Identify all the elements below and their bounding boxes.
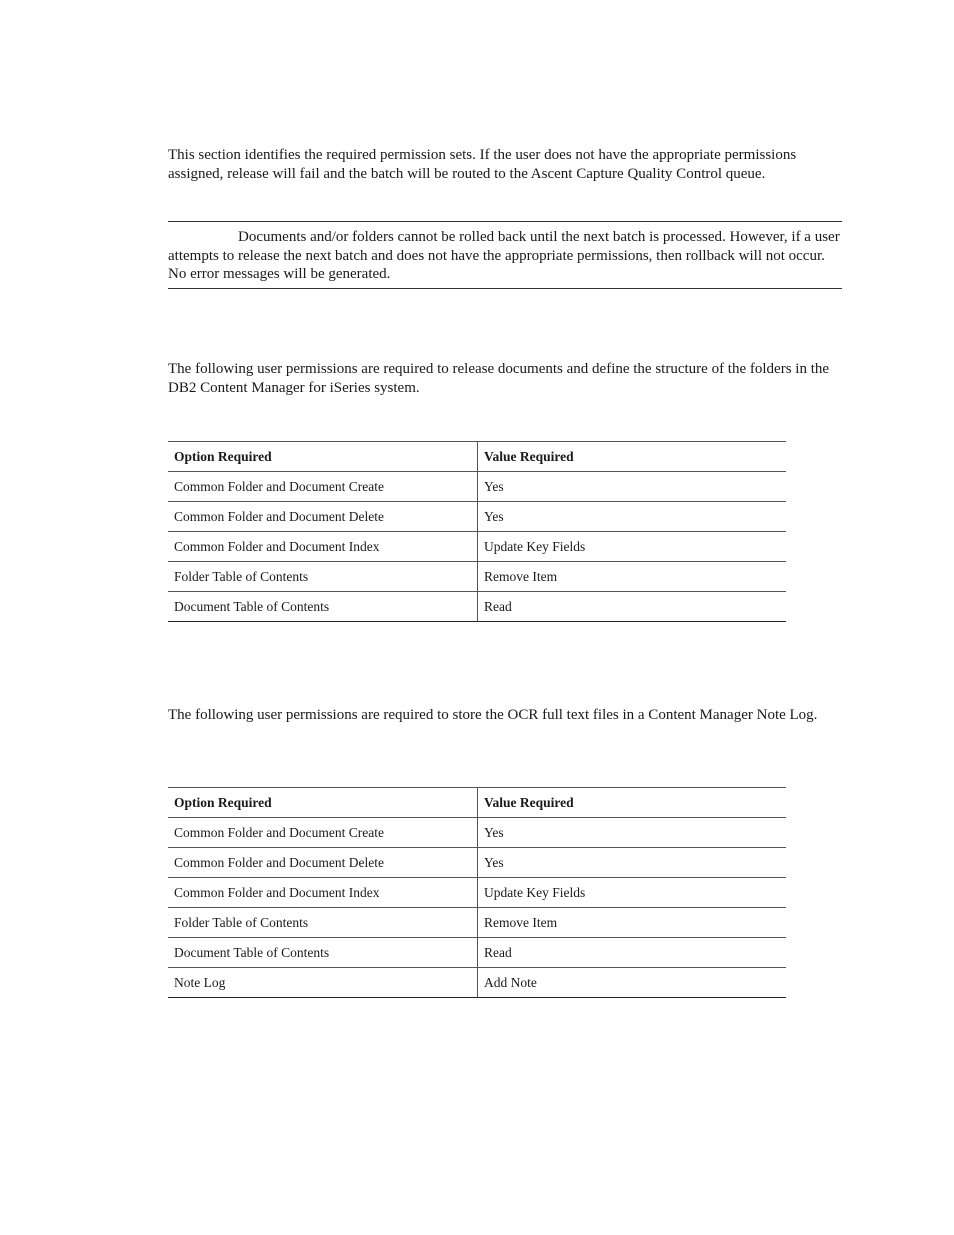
value-cell: Remove Item [478,562,787,592]
value-cell: Read [478,938,787,968]
table-row [168,472,786,502]
table-header-row [168,788,786,818]
table-row [168,908,786,938]
table-row [168,968,786,998]
value-cell: Update Key Fields [478,532,787,562]
table-header-row [168,442,786,472]
option-cell: Common Folder and Document Delete [168,848,478,878]
value-cell: Yes [478,818,787,848]
table-row [168,562,786,592]
column-header-option: Option Required [168,788,478,818]
option-cell: Common Folder and Document Index [168,878,478,908]
option-cell: Note Log [168,968,478,998]
option-cell: Common Folder and Document Index [168,532,478,562]
table-row [168,938,786,968]
option-cell: Common Folder and Document Create [168,472,478,502]
table-row [168,848,786,878]
release-permissions-table [168,441,786,622]
release-permissions-paragraph: The following user permissions are required to release documents and define the structure of the folders in the DB2 Content Manager for iSeries system. [168,361,830,396]
value-cell: Update Key Fields [478,878,787,908]
value-cell: Yes [478,502,787,532]
note-box [168,221,842,289]
intro-paragraph: This section identifies the required permission sets. If the user does not have the appropriate permissions assigned, release will fail and the batch will be routed to the Ascent Capture Quality Control queue. [168,147,797,182]
option-cell: Common Folder and Document Delete [168,502,478,532]
table-row [168,592,786,622]
note-log-permissions-paragraph: The following user permissions are required to store the OCR full text files in a Content Manager Note Log. [168,707,818,723]
table-row [168,532,786,562]
option-cell: Document Table of Contents [168,592,478,622]
note-text: Documents and/or folders cannot be rolled back until the next batch is processed. However, if a user attempts to release the next batch and does not have the appropriate permissions, then rollback will not occur. No error messages will be generated. [168,229,840,282]
value-cell: Remove Item [478,908,787,938]
value-cell: Read [478,592,787,622]
option-cell: Folder Table of Contents [168,562,478,592]
table-row [168,818,786,848]
value-cell: Add Note [478,968,787,998]
option-cell: Common Folder and Document Create [168,818,478,848]
note-log-permissions-table [168,787,786,998]
value-cell: Yes [478,472,787,502]
value-cell: Yes [478,848,787,878]
table-row [168,878,786,908]
option-cell: Document Table of Contents [168,938,478,968]
column-header-value: Value Required [478,442,787,472]
column-header-value: Value Required [478,788,787,818]
column-header-option: Option Required [168,442,478,472]
option-cell: Folder Table of Contents [168,908,478,938]
table-row [168,502,786,532]
